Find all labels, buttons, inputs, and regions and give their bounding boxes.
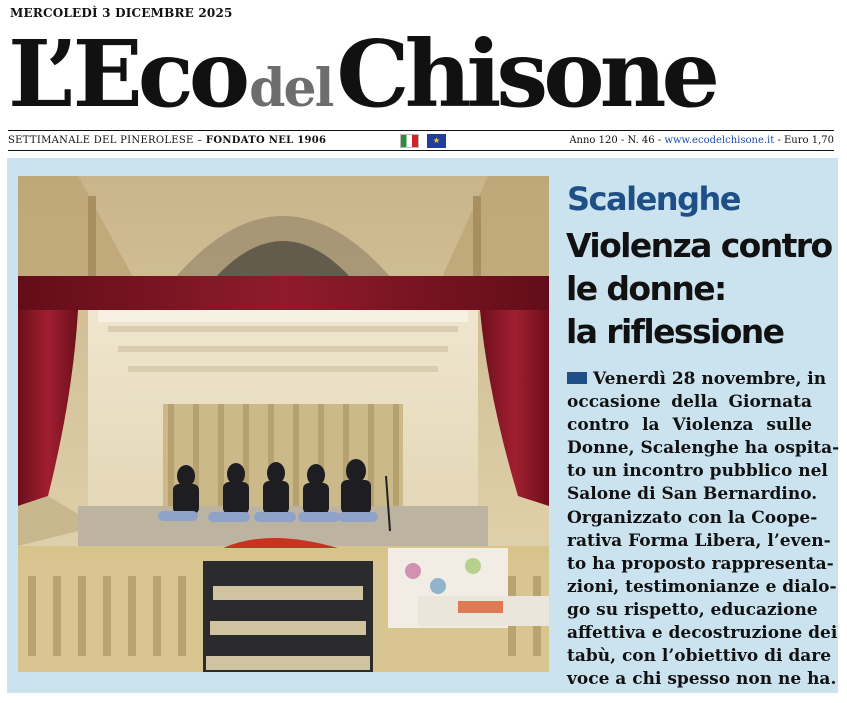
issue-date: MERCOLEDÌ 3 DICEMBRE 2025 <box>10 6 233 20</box>
masthead-part-3: Chisone <box>336 20 716 128</box>
body-line: rativa Forma Libera, l’even- <box>567 530 831 551</box>
body-line: contro la Violenza sulle <box>567 415 812 436</box>
issue-number: Anno 120 - N. 46 - <box>569 135 665 146</box>
flags <box>400 134 446 148</box>
body-line: go su rispetto, educazione <box>567 599 818 620</box>
body-line: Salone di San Bernardino. <box>567 484 818 505</box>
article-headline <box>566 224 836 353</box>
body-line: to un incontro pubblico nel <box>567 461 828 482</box>
tagline-plain: SETTIMANALE DEL PINEROLESE – <box>8 135 206 146</box>
masthead-part-2: del <box>249 58 333 119</box>
article-location: Scalenghe <box>567 180 740 218</box>
masthead-part-1: L’Eco <box>8 20 246 128</box>
body-line: voce a chi spesso non ne ha. <box>567 669 837 690</box>
header-rule-bottom <box>8 150 834 151</box>
header-rule-top <box>8 130 834 131</box>
body-line: tabù, con l’obiettivo di dare <box>567 646 832 667</box>
body-line: Donne, Scalenghe ha ospita- <box>567 438 840 459</box>
tagline-founded: FONDATO NEL 1906 <box>205 135 327 146</box>
paragraph-marker-icon <box>567 372 587 384</box>
article-body <box>567 368 840 691</box>
body-line: occasione della Giornata <box>567 392 812 413</box>
body-line-text: Venerdì 28 novembre, in <box>593 369 827 389</box>
issue-info <box>569 135 834 146</box>
headline-line: la riflessione <box>566 312 784 351</box>
body-line: Organizzato con la Coope- <box>567 507 818 528</box>
masthead-subbar <box>8 133 834 149</box>
article-photo <box>18 176 549 672</box>
body-line: zioni, testimonianze e dialo- <box>567 576 837 597</box>
body-line: to ha proposto rappresenta- <box>567 553 834 574</box>
italy-flag-icon <box>400 134 419 148</box>
tagline <box>8 135 326 146</box>
website-link[interactable]: www.ecodelchisone.it <box>664 135 775 146</box>
newspaper-masthead <box>8 20 716 128</box>
price: - Euro 1,70 <box>774 135 834 146</box>
body-line: affettiva e decostruzione dei <box>567 623 838 644</box>
eu-flag-icon: ★ <box>427 134 446 148</box>
body-line <box>567 368 827 391</box>
headline-line: Violenza contro <box>566 226 832 265</box>
headline-line: le donne: <box>566 269 726 308</box>
